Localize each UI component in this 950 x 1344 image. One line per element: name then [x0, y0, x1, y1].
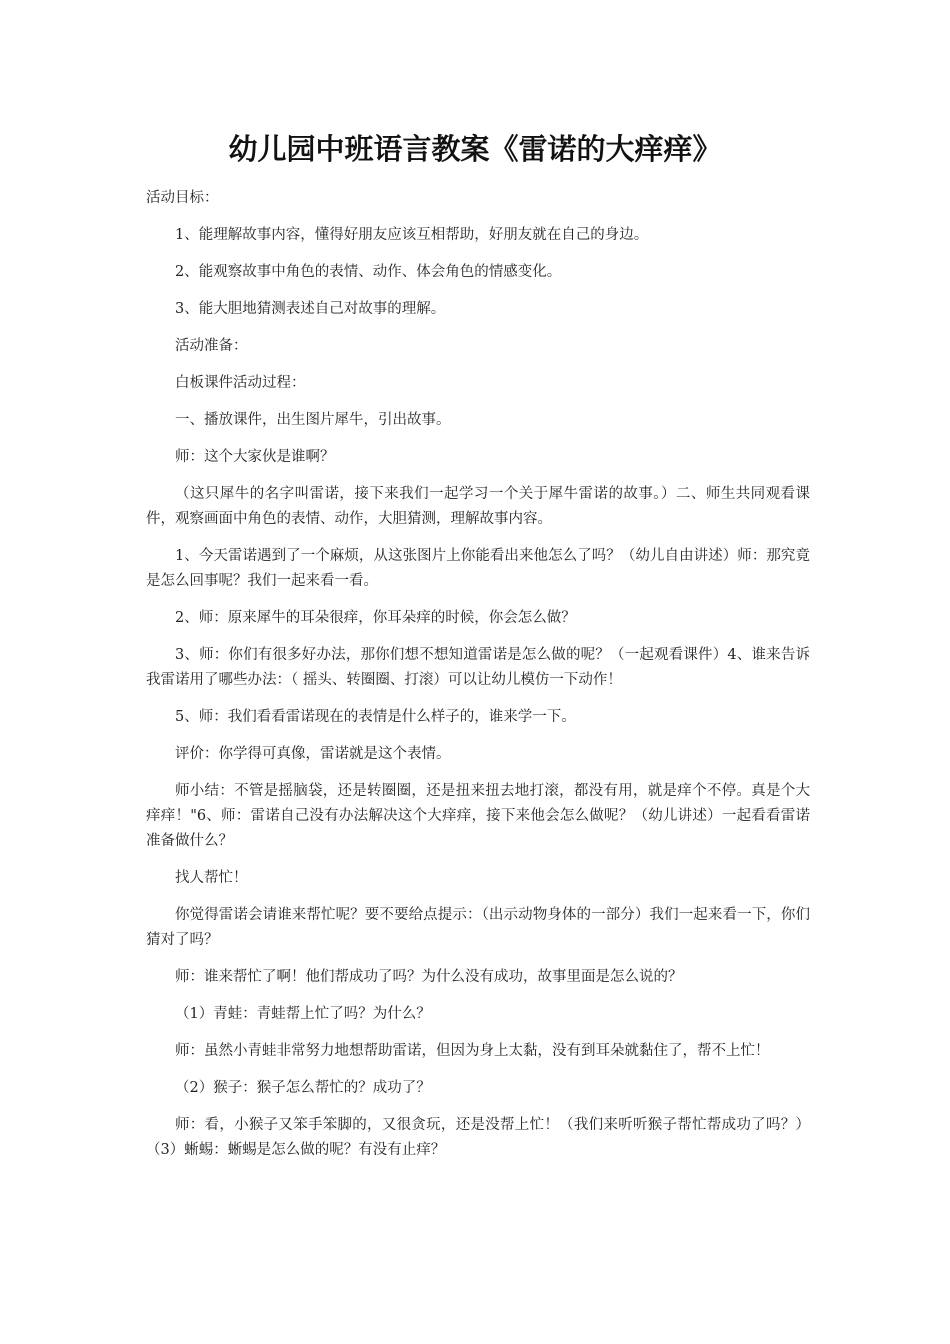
paragraph: （这只犀牛的名字叫雷诺，接下来我们一起学习一个关于犀牛雷诺的故事。）二、师生共同观看课件，观察画面中角色的表情、动作，大胆猜测，理解故事内容。 [146, 486, 810, 527]
document-title: 幼儿园中班语言教案《雷诺的大痒痒》 [228, 132, 722, 166]
paragraph: 你觉得雷诺会请谁来帮忙呢？要不要给点提示：（出示动物身体的一部分）我们一起来看一下，你们猜对了吗？ [146, 907, 810, 948]
paragraph: （2）猴子：猴子怎么帮忙的？成功了？ [175, 1080, 431, 1096]
paragraph: 师：这个大家伙是谁啊？ [175, 449, 335, 465]
paragraph: 师小结：不管是摇脑袋，还是转圈圈，还是扭来扭去地打滚，都没有用，就是痒个不停。真是个大痒痒！"6、师：雷诺自己没有办法解决这个大痒痒，接下来他会怎么做呢？（幼儿讲述）一起看看雷诺准备做什么？ [146, 783, 810, 849]
paragraph: 1、今天雷诺遇到了一个麻烦，从这张图片上你能看出来他怎么了吗？（幼儿自由讲述）师：那究竟是怎么回事呢？我们一起来看一看。 [146, 548, 810, 589]
paragraph: 师：谁来帮忙了啊！他们帮成功了吗？为什么没有成功，故事里面是怎么说的？ [175, 969, 683, 985]
paragraph: 2、能观察故事中角色的表情、动作、体会角色的情感变化。 [175, 264, 562, 280]
paragraph: 师：看，小猴子又笨手笨脚的，又很贪玩，还是没帮上忙！（我们来听听猴子帮忙帮成功了吗？）（3）蜥蜴：蜥蜴是怎么做的呢？有没有止痒？ [146, 1117, 810, 1158]
paragraph: 找人帮忙！ [175, 870, 248, 886]
paragraph: 一、播放课件，出生图片犀牛，引出故事。 [175, 412, 451, 428]
paragraph: 1、能理解故事内容，懂得好朋友应该互相帮助，好朋友就在自己的身边。 [175, 227, 649, 243]
paragraph: 白板课件活动过程： [175, 375, 306, 391]
paragraph: 5、师：我们看看雷诺现在的表情是什么样子的，谁来学一下。 [175, 709, 576, 725]
paragraph: 3、能大胆地猜测表述自己对故事的理解。 [175, 301, 446, 317]
section-heading-preparation: 活动准备： [175, 338, 248, 354]
document-body [146, 186, 810, 1175]
paragraph: 3、师：你们有很多好办法，那你们想不想知道雷诺是怎么做的呢？（一起观看课件）4、谁来告诉我雷诺用了哪些办法：（ 摇头、转圈圈、打滚）可以让幼儿模仿一下动作！ [146, 647, 810, 688]
section-heading-goals: 活动目标： [146, 190, 219, 206]
paragraph: 师：虽然小青蛙非常努力地想帮助雷诺，但因为身上太黏，没有到耳朵就黏住了，帮不上忙！ [175, 1043, 770, 1059]
paragraph: 2、师：原来犀牛的耳朵很痒，你耳朵痒的时候，你会怎么做？ [175, 610, 576, 626]
paragraph: 评价：你学得可真像，雷诺就是这个表情。 [175, 746, 451, 762]
paragraph: （1）青蛙：青蛙帮上忙了吗？为什么？ [175, 1006, 431, 1022]
